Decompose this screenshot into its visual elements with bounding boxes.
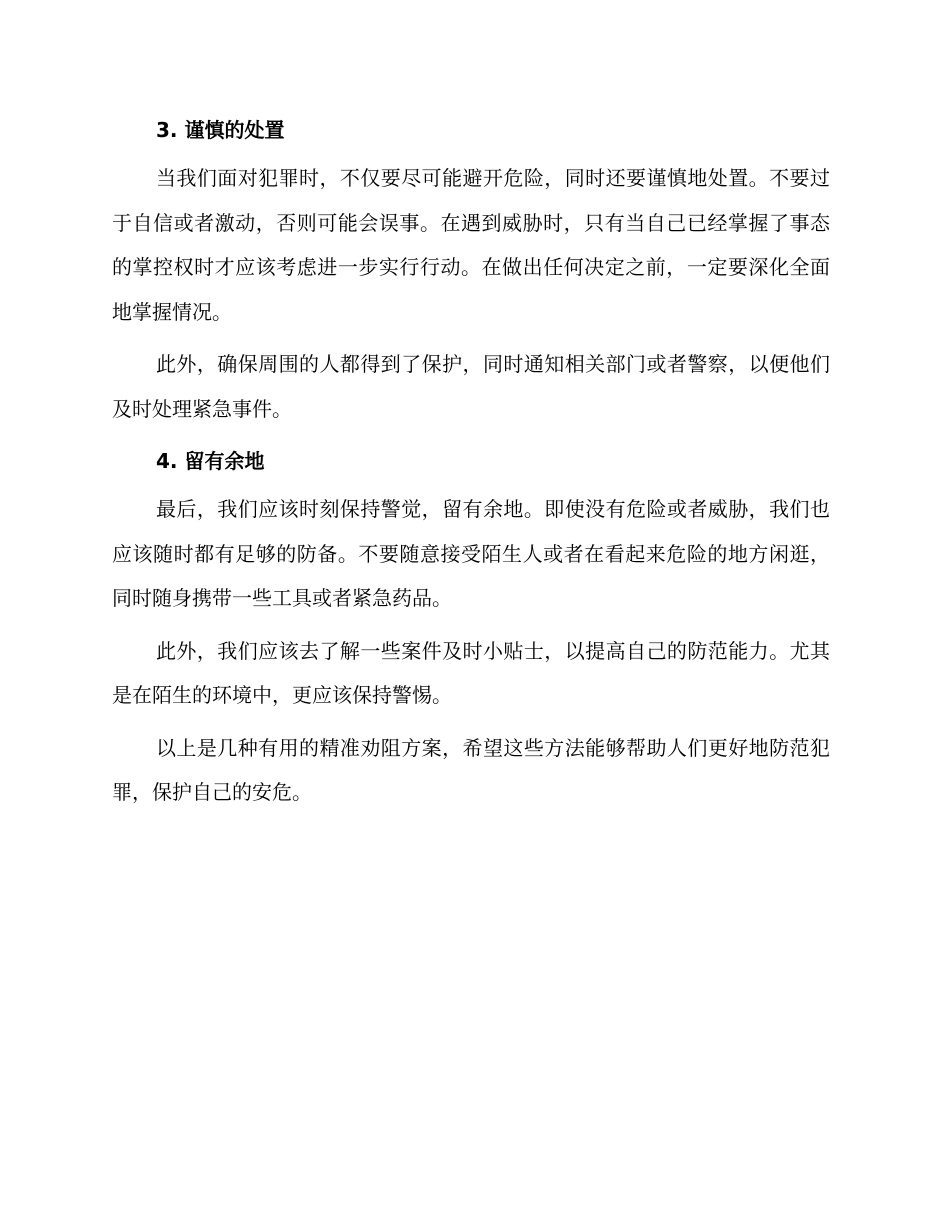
paragraph: 当我们面对犯罪时，不仅要尽可能避开危险，同时还要谨慎地处置。不要过于自信或者激动，否则可能会误事。在遇到威胁时，只有当自己已经掌握了事态的掌控权时才应该考虑进一步实行行动。在做出任何决定之前，一定要深化全面地掌握情况。 bbox=[112, 166, 830, 324]
section-heading: 4. 留有余地 bbox=[156, 449, 265, 473]
paragraph: 此外，我们应该去了解一些案件及时小贴士，以提高自己的防范能力。尤其是在陌生的环境中，更应该保持警惕。 bbox=[112, 638, 830, 707]
section-leave-leeway bbox=[112, 439, 830, 815]
paragraph: 此外，确保周围的人都得到了保护，同时通知相关部门或者警察，以便他们及时处理紧急事件。 bbox=[112, 352, 830, 421]
section-careful-handling bbox=[112, 108, 830, 431]
document-page bbox=[112, 108, 830, 823]
paragraph: 以上是几种有用的精准劝阻方案，希望这些方法能够帮助人们更好地防范犯罪，保护自己的安危。 bbox=[112, 735, 830, 804]
section-heading: 3. 谨慎的处置 bbox=[156, 118, 285, 142]
paragraph: 最后，我们应该时刻保持警觉，留有余地。即使没有危险或者威胁，我们也应该随时都有足够的防备。不要随意接受陌生人或者在看起来危险的地方闲逛，同时随身携带一些工具或者紧急药品。 bbox=[112, 497, 830, 610]
